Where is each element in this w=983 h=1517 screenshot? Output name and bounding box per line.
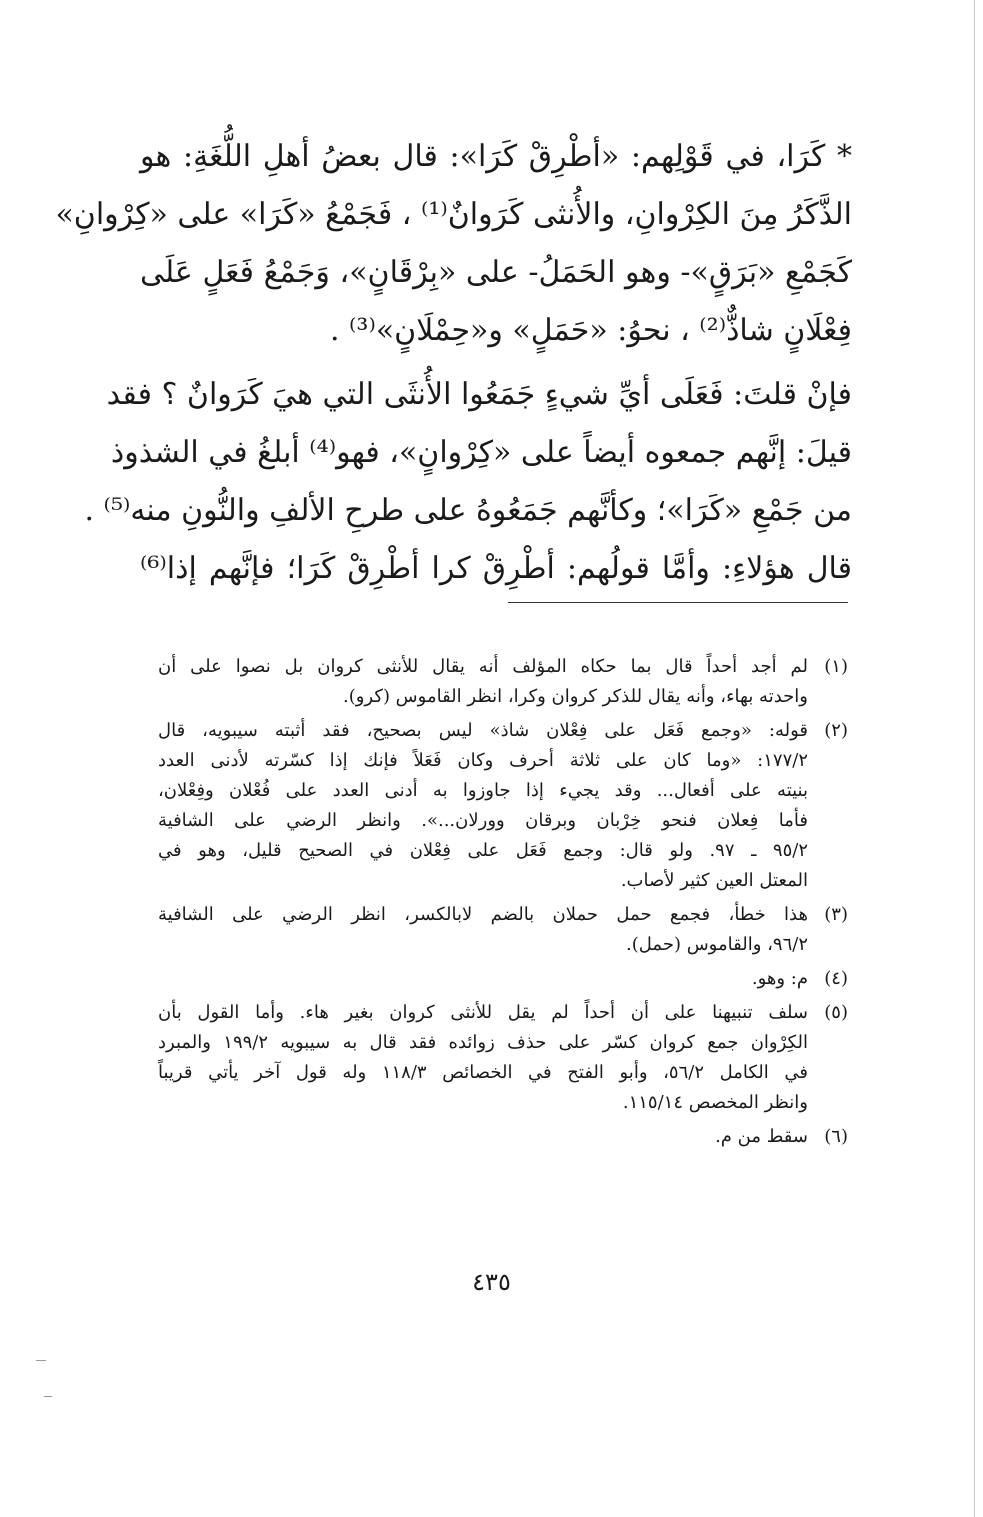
footnote-line: في الكامل ٥٦/٢، وأبو الفتح في الخصائص ١١٨/٣ وله قول آخر يأتي قريباً <box>158 1062 808 1083</box>
footnote-number: (٤) <box>824 968 848 989</box>
footnote-line: سقط من م. <box>715 1126 808 1147</box>
footnote-number: (٦) <box>824 1126 848 1147</box>
footnote-line: قوله: «وجمع فَعَل على فِعْلان شاذ» ليس بصحيح، فقد أثبته سيبويه، قال <box>158 720 808 741</box>
footnote-line: ٩٥/٢ ـ ٩٧. ولو قال: وجمع فَعَل على فِعْلان في الصحيح قليل، وهو في <box>158 840 808 861</box>
footnote-line: فأما فِعلان فنحو خِرْبان وبرقان وورلان...». وانظر الرضي على الشافية <box>158 810 808 831</box>
main-line: من جَمْعِ «كَرَا»؛ وكأنَّهم جَمَعُوهُ على طرحِ الألفِ والنُّونِ منه⁽⁵⁾ . <box>84 493 852 528</box>
footnotes <box>158 652 848 1156</box>
main-text <box>55 128 852 598</box>
main-line: قال هؤلاءِ: وأمَّا قولُهم: أطْرِقْ كرا أطْرِقْ كَرَا؛ فإنَّهم إذا⁽⁶⁾ <box>140 551 852 586</box>
footnote-6 <box>158 1122 848 1152</box>
paragraph-1 <box>55 128 852 360</box>
footnote-number: (٣) <box>824 904 848 925</box>
footnote-1 <box>158 652 848 712</box>
footnote-line: ٩٦/٢، والقاموس (حمل). <box>626 934 808 955</box>
footnote-line: الكِرْوان جمع كروان كسّر على حذف زوائده فقد قال به سيبويه ١٩٩/٢ والمبرد <box>158 1032 808 1053</box>
main-line: فإنْ قلتَ: فَعَلَى أيِّ شيءٍ جَمَعُوا الأُنثَى التي هيَ كَرَوانٌ ؟ فقد <box>106 377 852 412</box>
footnote-line: واحدته بهاء، وأنه يقال للذكر كروان وكرا، انظر القاموس (كرو). <box>343 686 808 707</box>
footnote-line: المعتل العين كثير لأصاب. <box>620 870 808 891</box>
main-line: * كَرَا، في قَوْلِهم: «أطْرِقْ كَرَا»: قال بعضُ أهلِ اللُّغَةِ: هو <box>140 139 852 174</box>
scan-specks <box>30 1352 70 1412</box>
footnote-line: هذا خطأ، فجمع حمل حملان بالضم لابالكسر، انظر الرضي على الشافية <box>158 904 808 925</box>
main-line: فِعْلَانٍ شاذٌّ⁽²⁾ ، نحوُ: «حَمَلٍ» و«حِمْلَانٍ»⁽³⁾ . <box>329 313 852 348</box>
footnote-number: (١) <box>824 656 848 677</box>
footnote-2 <box>158 716 848 896</box>
main-line: الذَّكَرُ مِنَ الكِرْوانِ، والأُنثى كَرَوانٌ⁽¹⁾ ، فَجَمْعُ «كَرَا» على «كِرْوانِ» <box>55 197 852 232</box>
paragraph-2 <box>84 366 852 598</box>
footnote-line: ١٧٧/٢: «وما كان على ثلاثة أحرف وكان فَعَلاً فإنك إذا كسّرته لأدنى العدد <box>158 750 808 771</box>
footnote-line: وانظر المخصص ١١٥/١٤. <box>622 1092 808 1113</box>
footnote-line: م: وهو. <box>751 968 808 989</box>
footnote-number: (٢) <box>824 720 848 741</box>
footnote-line: سلف تنبيهنا على أن أحداً لم يقل للأنثى كروان بغير هاء. وأما القول بأن <box>158 1002 808 1023</box>
footnote-line: بنيته على أفعال... وقد يجيء إذا جاوزوا به أدنى العدد على فُعْلان وفِعْلان، <box>158 780 808 801</box>
footnote-number: (٥) <box>824 1002 848 1023</box>
footnote-4 <box>158 964 848 994</box>
main-line: كَجَمْعِ «بَرَقٍ»- وهو الحَمَلُ- على «بِرْقَانٍ»، وَجَمْعُ فَعَلٍ عَلَى <box>140 255 852 290</box>
footnote-3 <box>158 900 848 960</box>
footnote-separator <box>508 602 848 603</box>
main-line: قيلَ: إنَّهم جمعوه أيضاً على «كِرْوانٍ»، فهو⁽⁴⁾ أبلغُ في الشذوذ <box>110 435 852 470</box>
footnote-line: لم أجد أحداً قال بما حكاه المؤلف أنه يقال للأنثى كروان بل نصوا على أن <box>158 656 808 677</box>
footnote-5 <box>158 998 848 1118</box>
page-number: ٤٣٥ <box>472 1268 511 1296</box>
